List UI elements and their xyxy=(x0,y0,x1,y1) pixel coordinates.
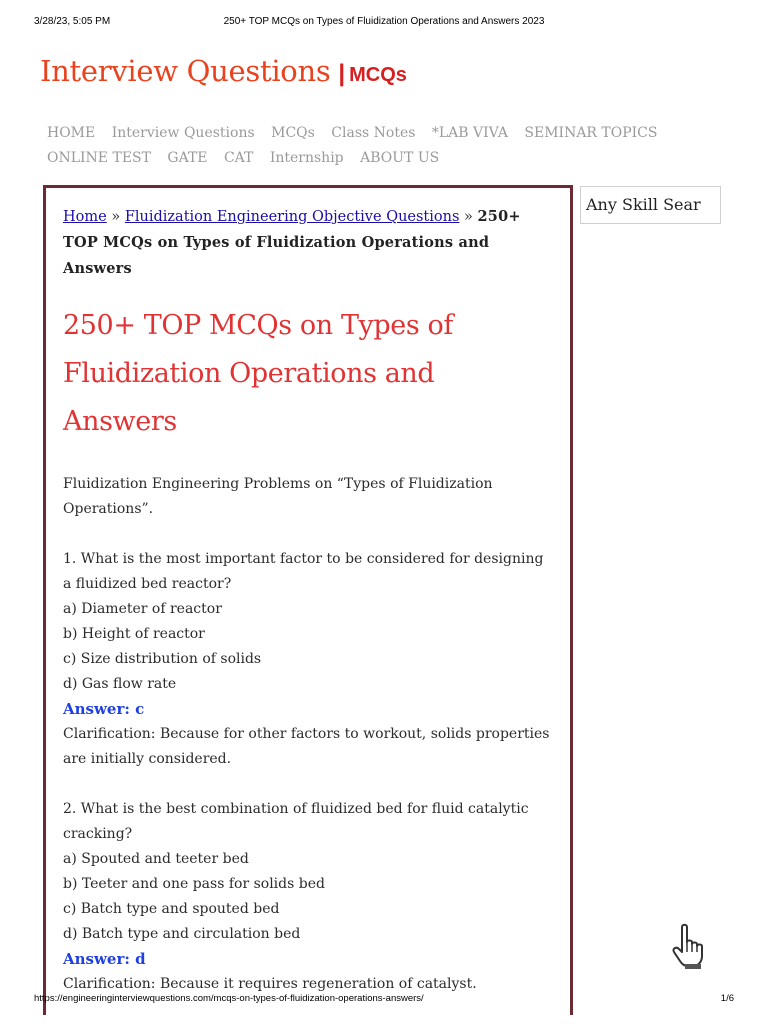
nav-item-interview-questions[interactable]: Interview Questions xyxy=(111,125,255,141)
option-text: d) Batch type and circulation bed xyxy=(63,926,301,942)
post-title: 250+ TOP MCQs on Types of Fluidization Operations and Answers xyxy=(63,310,453,437)
option-text: b) Teeter and one pass for solids bed xyxy=(63,876,325,892)
nav-item-mcqs[interactable]: MCQs xyxy=(271,125,315,141)
site-tagline[interactable]: MCQs xyxy=(349,64,407,86)
print-url: https://engineeringinterviewquestions.com/mcqs-on-types-of-fluidization-operations-answers/ xyxy=(34,993,424,1004)
answer-label: Answer: d xyxy=(63,950,146,968)
nav-item-internship[interactable]: Internship xyxy=(269,150,344,166)
breadcrumb-current: 250+ TOP MCQs on Types of Fluidization Operations and Answers xyxy=(63,208,521,277)
option-text: a) Spouted and teeter bed xyxy=(63,851,249,867)
breadcrumb xyxy=(63,204,553,282)
print-header xyxy=(0,16,768,34)
print-doc-title: 250+ TOP MCQs on Types of Fluidization Operations and Answers 2023 xyxy=(223,16,545,27)
question-block xyxy=(63,547,553,772)
site-logo[interactable]: Interview Questions xyxy=(40,54,331,88)
logo-separator: | xyxy=(338,60,346,87)
option-text: a) Diameter of reactor xyxy=(63,601,222,617)
site-header xyxy=(40,54,407,88)
breadcrumb-separator: » xyxy=(111,209,121,225)
article-body xyxy=(63,204,553,997)
option-text: b) Height of reactor xyxy=(63,626,205,642)
pointing-hand-icon[interactable] xyxy=(668,922,712,970)
post-intro: Fluidization Engineering Problems on “Types of Fluidization Operations”. xyxy=(63,476,493,517)
clarification-text: Clarification: Because for other factors to workout, solids properties are initially considered. xyxy=(63,726,550,767)
option-text: c) Size distribution of solids xyxy=(63,651,262,667)
sidebar-search-box[interactable]: Any Skill Sear xyxy=(580,186,721,224)
nav-item-gate[interactable]: GATE xyxy=(167,150,208,166)
main-nav xyxy=(47,121,687,171)
print-page-number: 1/6 xyxy=(720,993,734,1004)
question-text: 1. What is the most important factor to be considered for designing a fluidized bed reactor? xyxy=(63,551,544,592)
question-block xyxy=(63,797,553,997)
nav-item-lab-viva[interactable]: *LAB VIVA xyxy=(431,125,508,141)
option-text: c) Batch type and spouted bed xyxy=(63,901,280,917)
nav-item-online-test[interactable]: ONLINE TEST xyxy=(47,150,151,166)
option-text: d) Gas flow rate xyxy=(63,676,177,692)
question-text: 2. What is the best combination of fluidized bed for fluid catalytic cracking? xyxy=(63,801,529,842)
article-card xyxy=(43,185,573,1015)
print-datetime: 3/28/23, 5:05 PM xyxy=(34,16,111,27)
print-footer xyxy=(0,993,768,1009)
answer-label: Answer: c xyxy=(63,700,145,718)
breadcrumb-category-link[interactable]: Fluidization Engineering Objective Questions xyxy=(124,209,460,225)
nav-item-class-notes[interactable]: Class Notes xyxy=(331,125,416,141)
breadcrumb-home-link[interactable]: Home xyxy=(63,209,107,225)
nav-item-home[interactable]: HOME xyxy=(47,125,96,141)
nav-item-cat[interactable]: CAT xyxy=(223,150,254,166)
nav-item-about-us[interactable]: ABOUT US xyxy=(360,150,440,166)
nav-item-seminar-topics[interactable]: SEMINAR TOPICS xyxy=(524,125,658,141)
breadcrumb-separator: » xyxy=(464,209,473,225)
clarification-text: Clarification: Because it requires regeneration of catalyst. xyxy=(63,976,477,992)
